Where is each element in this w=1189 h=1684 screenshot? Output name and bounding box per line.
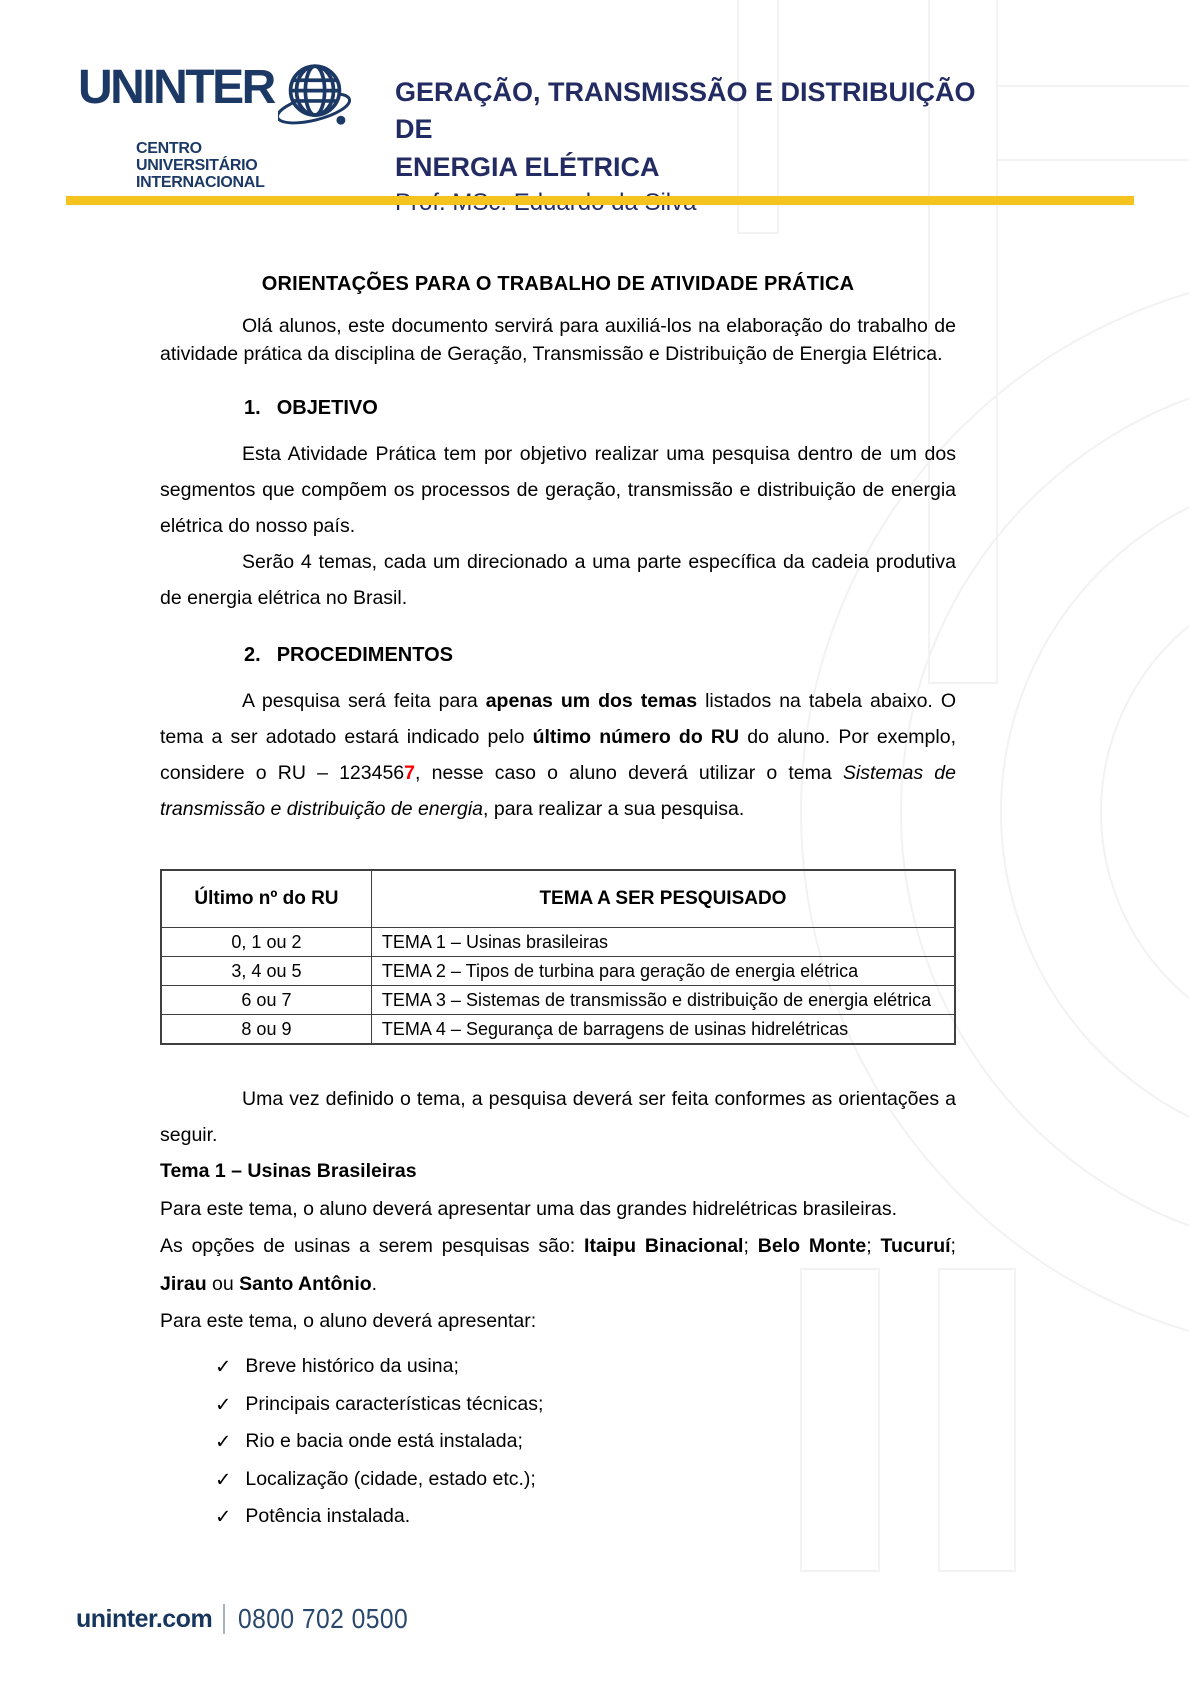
table-cell: 6 ou 7 [161, 986, 371, 1015]
text-segment: ou [206, 1272, 240, 1295]
objetivo-paragraph-1: Esta Atividade Prática tem por objetivo realizar uma pesquisa dentro de um dos segmentos que compõem os processos de geração, transmissão e distribuição de energia elétrica do nosso país. [160, 442, 956, 537]
checklist-item-label: Principais características técnicas; [245, 1392, 544, 1415]
checklist-item [215, 1348, 956, 1385]
check-icon: ✓ [215, 1355, 232, 1379]
section-number: 2. [244, 643, 261, 666]
accent-bar [66, 196, 1134, 205]
tema-table [160, 869, 956, 1045]
table-cell: 8 ou 9 [161, 1015, 371, 1045]
footer-divider [223, 1604, 225, 1634]
logo-wordmark: UNINTER [78, 61, 274, 114]
text-segment: do aluno. Por exemplo, considere o RU – 123456 [160, 725, 956, 784]
table-header-row [161, 870, 955, 928]
text-segment: apenas um dos temas [485, 689, 698, 712]
logo-subtitle [136, 141, 352, 192]
footer-site: uninter.com [76, 1604, 213, 1633]
text-segment: Tucuruí [880, 1235, 951, 1258]
text-segment: A pesquisa será feita para [242, 689, 486, 712]
text-segment: Belo Monte [757, 1235, 867, 1258]
course-title-line1: GERAÇÃO, TRANSMISSÃO E DISTRIBUIÇÃO DE [395, 77, 976, 145]
text-segment: Itaipu Binacional [584, 1235, 744, 1258]
section-number: 1. [244, 396, 261, 419]
text-segment: Santo Antônio [239, 1272, 372, 1295]
checklist-item-label: Rio e bacia onde está instalada; [245, 1430, 523, 1453]
tema1-paragraph-3: Para este tema, o aluno deverá apresentar: [160, 1309, 537, 1332]
tema1-heading: Tema 1 – Usinas Brasileiras [160, 1160, 417, 1183]
watermark-circle [1000, 470, 1189, 1154]
document-body [160, 272, 956, 1536]
text-segment: 7 [404, 761, 416, 784]
table-header-ru: Último nº do RU [161, 870, 371, 928]
text-segment: As opções de usinas a serem pesquisas são: [160, 1235, 585, 1258]
course-title-line2: ENERGIA ELÉTRICA [395, 151, 660, 182]
checklist-item-label: Potência instalada. [245, 1505, 411, 1528]
checklist-item [215, 1423, 956, 1460]
table-row [161, 957, 955, 986]
after-table-paragraph: Uma vez definido o tema, a pesquisa deverá ser feita conformes as orientações a seguir. [160, 1088, 956, 1147]
table-cell: TEMA 4 – Segurança de barragens de usinas hidrelétricas [371, 1015, 955, 1045]
text-segment: Sistemas de transmissão e distribuição de energia [160, 761, 956, 821]
checklist-item [215, 1461, 956, 1498]
tema1-paragraph-1: Para este tema, o aluno deverá apresentar uma das grandes hidrelétricas brasileiras. [160, 1197, 898, 1220]
checklist-item-label: Breve histórico da usina; [245, 1355, 459, 1378]
text-segment: ; [866, 1235, 881, 1258]
table-cell: TEMA 2 – Tipos de turbina para geração de energia elétrica [371, 957, 955, 986]
procedimentos-paragraph [160, 683, 956, 827]
tema1-paragraph-2 [160, 1228, 956, 1303]
table-row [161, 1015, 955, 1045]
text-segment: , para realizar a sua pesquisa. [483, 798, 745, 821]
watermark-circle [1100, 570, 1189, 1054]
text-segment: Jirau [160, 1272, 207, 1295]
table-cell: TEMA 1 – Usinas brasileiras [371, 928, 955, 957]
text-segment: listados na tabela abaixo. O tema a ser adotado estará indicado pelo [160, 689, 956, 748]
check-icon: ✓ [215, 1505, 232, 1529]
text-segment: . [371, 1272, 378, 1295]
page-footer [76, 1603, 432, 1635]
logo-subtitle-line: UNIVERSITÁRIO [136, 156, 258, 174]
table-cell: 0, 1 ou 2 [161, 928, 371, 957]
globe-icon [278, 58, 352, 138]
text-segment: último número do RU [532, 725, 740, 748]
check-icon: ✓ [215, 1467, 232, 1491]
document-title: ORIENTAÇÕES PARA O TRABALHO DE ATIVIDADE PRÁTICA [261, 273, 855, 295]
objetivo-paragraph-2: Serão 4 temas, cada um direcionado a uma parte específica da cadeia produtiva de energia elétrica no Brasil. [160, 550, 956, 609]
checklist-item-label: Localização (cidade, estado etc.); [245, 1467, 536, 1490]
section-label: OBJETIVO [276, 396, 378, 419]
table-cell: 3, 4 ou 5 [161, 957, 371, 986]
section-heading-objetivo [244, 395, 956, 422]
table-row [161, 928, 955, 957]
section-heading-procedimentos [244, 642, 956, 669]
footer-phone: 0800 702 0500 [238, 1603, 409, 1634]
table-row [161, 986, 955, 1015]
watermark-rectangle [996, 85, 1189, 161]
check-icon: ✓ [215, 1392, 232, 1416]
table-cell: TEMA 3 – Sistemas de transmissão e distribuição de energia elétrica [371, 986, 955, 1015]
intro-paragraph: Olá alunos, este documento servirá para auxiliá-los na elaboração do trabalho de atividade prática da disciplina de Geração, Transmissão e Distribuição de Energia Elétrica. [160, 315, 956, 366]
checklist-item [215, 1386, 956, 1423]
checklist [160, 1348, 956, 1535]
text-segment: , nesse caso o aluno deverá utilizar o tema [415, 761, 843, 784]
section-label: PROCEDIMENTOS [276, 643, 454, 666]
logo-subtitle-line: CENTRO [136, 140, 202, 157]
table-header-tema: TEMA A SER PESQUISADO [371, 870, 955, 928]
logo-subtitle-line: INTERNACIONAL [136, 173, 265, 191]
checklist-item [215, 1498, 956, 1535]
text-segment: ; [743, 1235, 758, 1258]
text-segment: ; [950, 1235, 956, 1258]
uninter-logo [78, 61, 352, 192]
check-icon: ✓ [215, 1430, 232, 1454]
